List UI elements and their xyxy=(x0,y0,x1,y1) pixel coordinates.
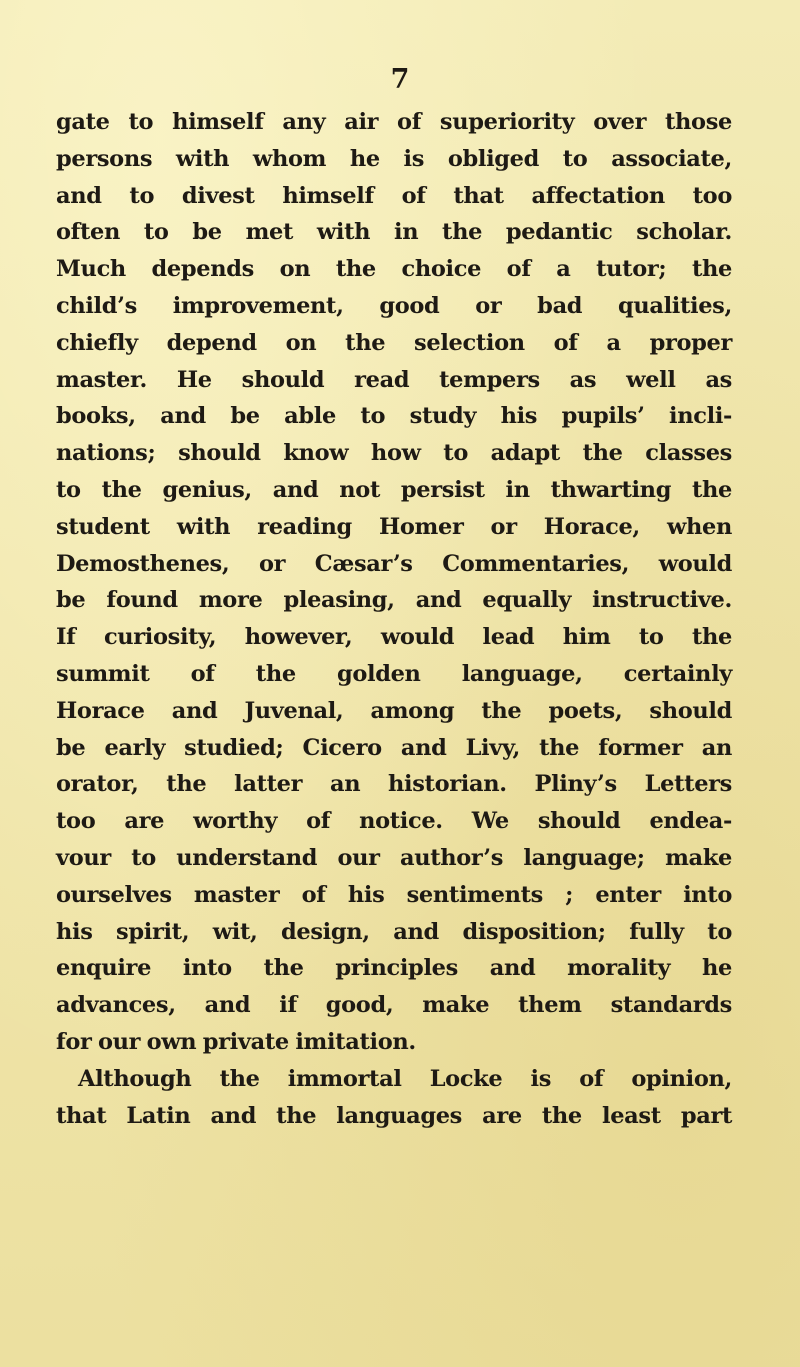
text-line: nations; should know how to adapt the classes xyxy=(56,440,732,467)
text-line: persons with whom he is obliged to associate, xyxy=(56,145,732,172)
text-line: gate to himself any air of superiority over those xyxy=(56,109,732,135)
text-line: Although the immortal Locke is of opinion, xyxy=(78,1065,732,1092)
text-line: ourselves master of his sentiments ; enter into xyxy=(56,881,732,908)
text-line: for our own private imitation. xyxy=(56,1028,416,1055)
text-line: Demosthenes, or Cæsar’s Commentaries, would xyxy=(56,550,732,577)
text-line: books, and be able to study his pupils’ incli- xyxy=(56,403,732,430)
text-line: to the genius, and not persist in thwarting the xyxy=(56,476,732,503)
text-line: chiefly depend on the selection of a proper xyxy=(56,329,732,356)
body-text xyxy=(56,104,732,1134)
page-number: 7 xyxy=(390,64,410,95)
text-line: master. He should read tempers as well as xyxy=(56,366,732,393)
text-line: enquire into the principles and morality he xyxy=(56,955,732,982)
text-line: be found more pleasing, and equally instructive. xyxy=(56,587,732,614)
text-line: often to be met with in the pedantic scholar. xyxy=(56,219,732,246)
text-line: too are worthy of notice. We should endea- xyxy=(56,808,732,835)
text-line: be early studied; Cicero and Livy, the former an xyxy=(56,734,732,761)
text-line: his spirit, wit, design, and disposition; fully to xyxy=(56,918,732,945)
text-line: child’s improvement, good or bad qualities, xyxy=(56,292,732,319)
text-line: summit of the golden language, certainly xyxy=(56,660,732,687)
text-line: that Latin and the languages are the least part xyxy=(56,1102,732,1129)
text-line: vour to understand our author’s language; make xyxy=(56,844,732,871)
text-line: Horace and Juvenal, among the poets, should xyxy=(56,697,732,724)
text-line: advances, and if good, make them standards xyxy=(56,992,732,1019)
text-line: If curiosity, however, would lead him to the xyxy=(56,624,732,651)
text-line: student with reading Homer or Horace, when xyxy=(56,513,732,540)
text-line: orator, the latter an historian. Pliny’s Letters xyxy=(56,771,732,798)
text-line: Much depends on the choice of a tutor; the xyxy=(56,256,732,283)
text-line: and to divest himself of that affectation too xyxy=(56,182,732,209)
